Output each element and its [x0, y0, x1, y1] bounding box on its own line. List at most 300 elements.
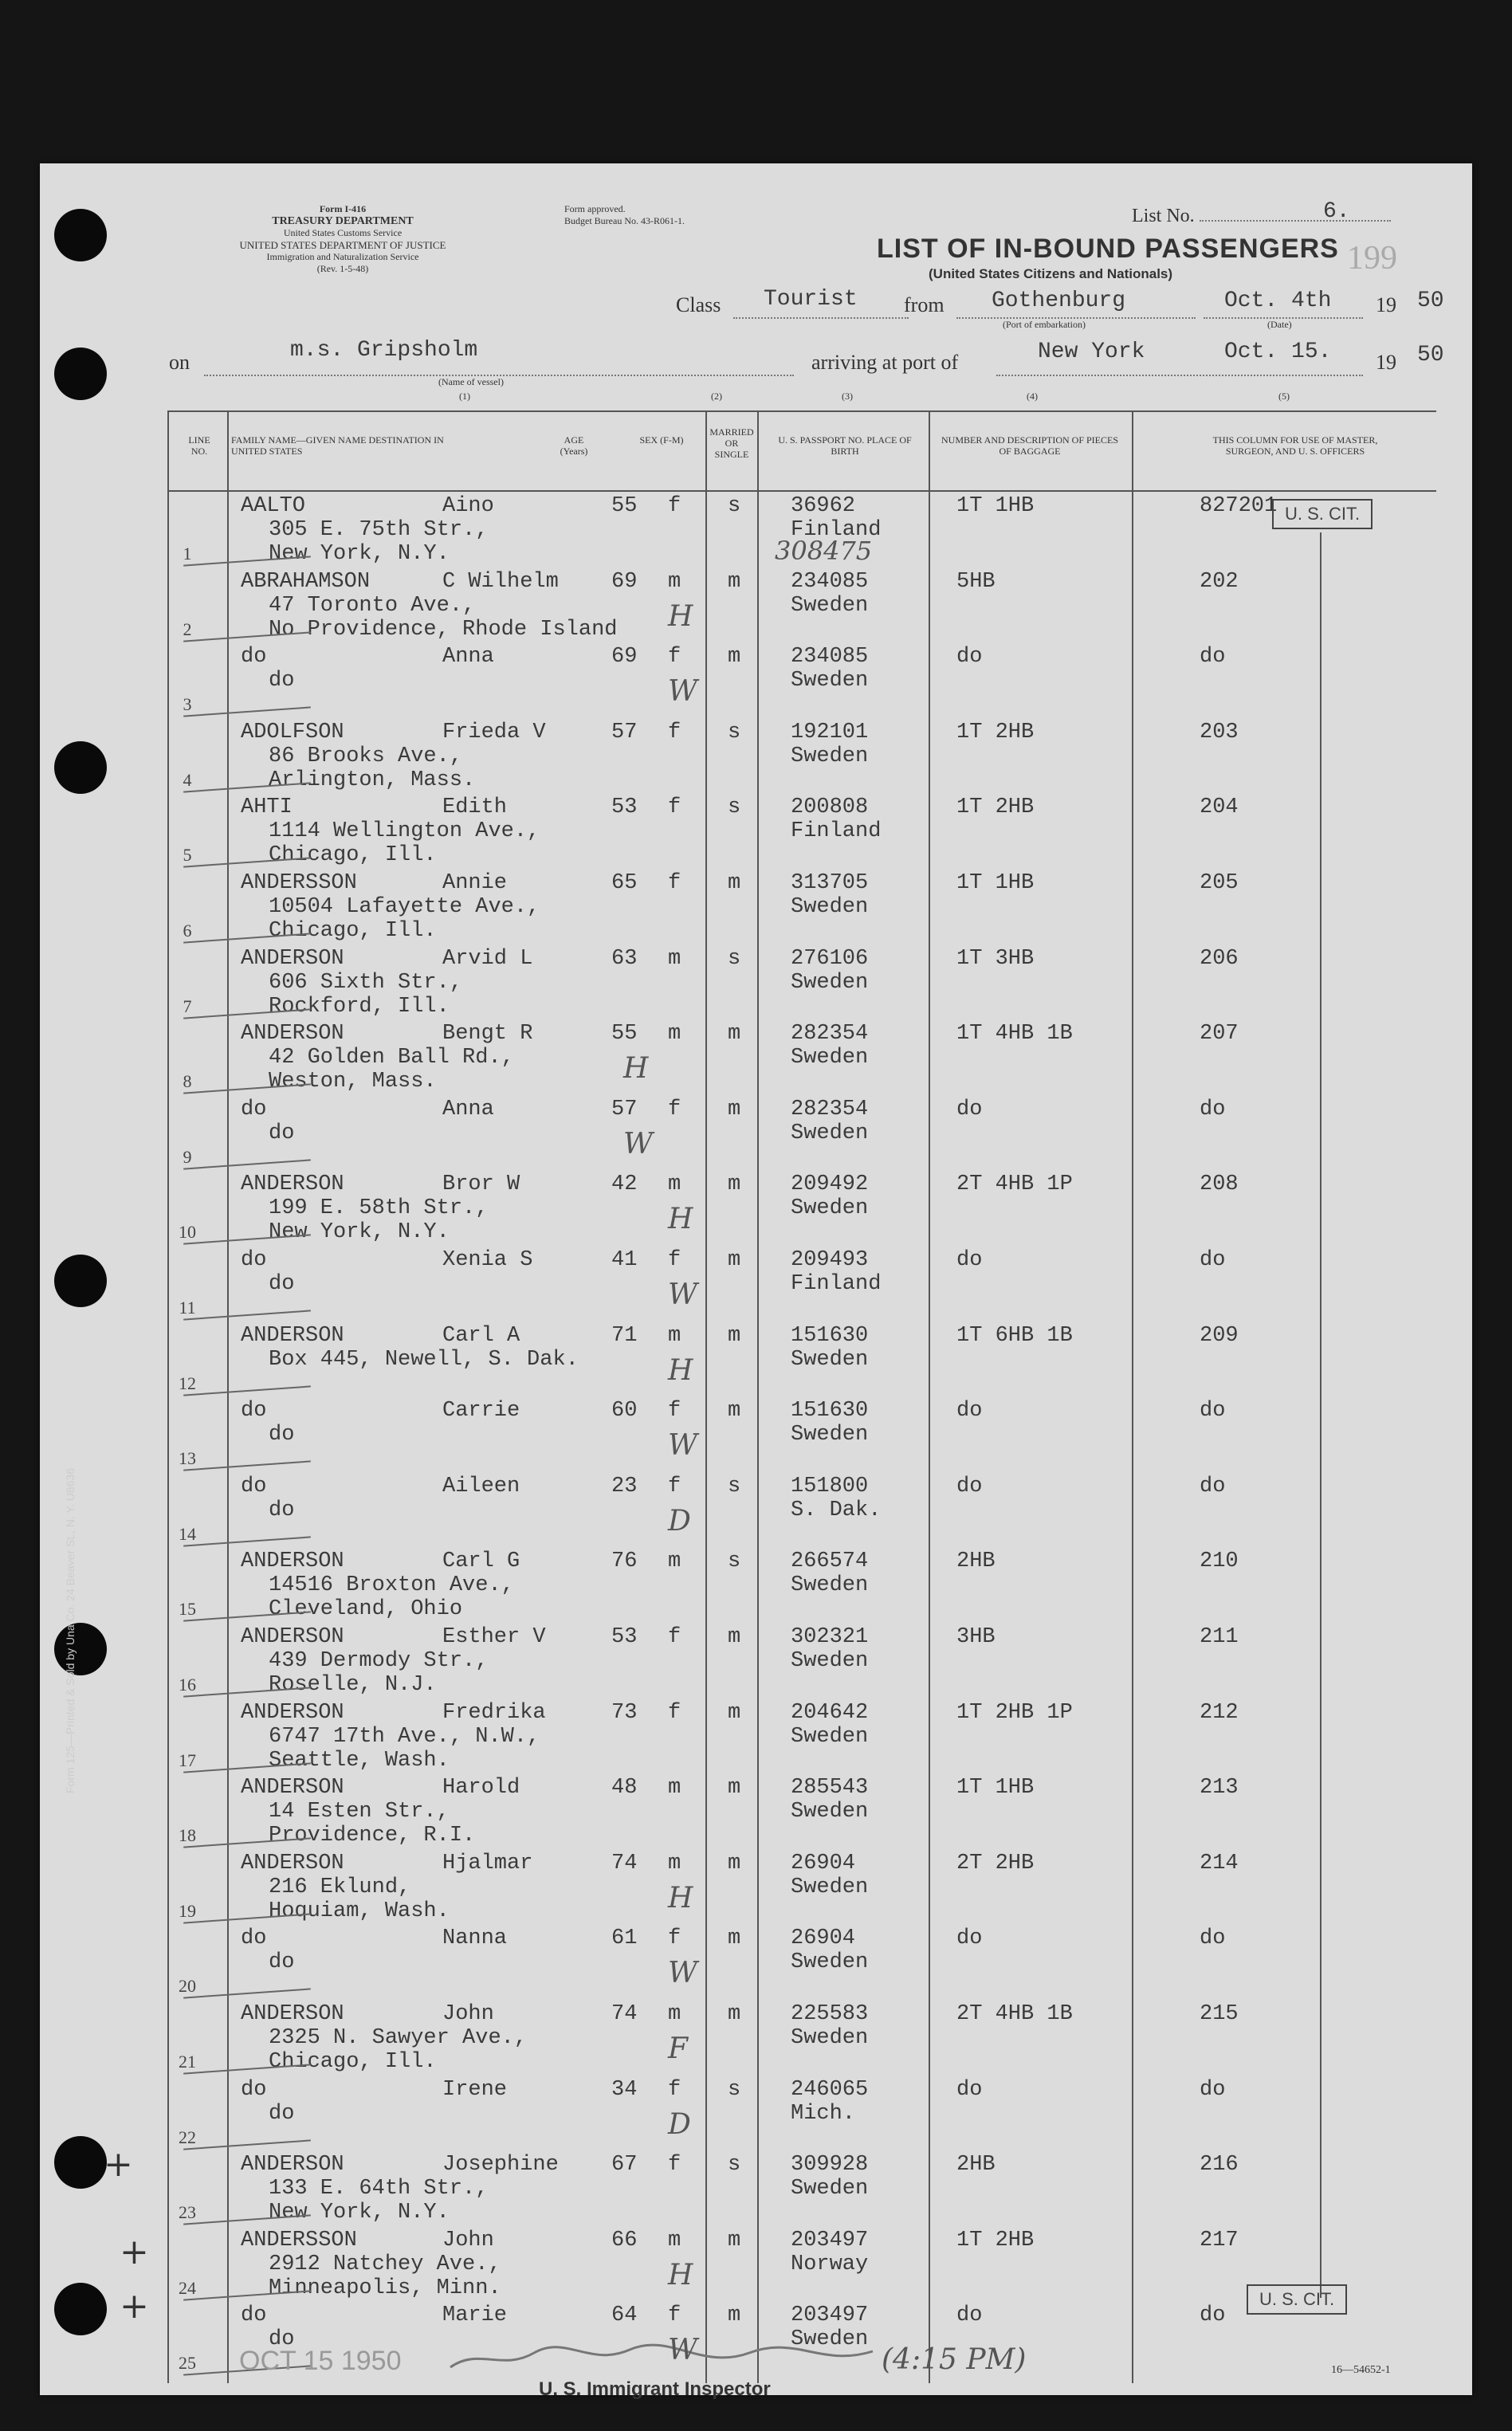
passenger-family-name: AALTO	[241, 494, 306, 518]
passenger-given-name: Frieda V	[442, 721, 546, 744]
passenger-birthplace: Sweden	[791, 1800, 869, 1824]
officer-ref-number: 211	[1200, 1625, 1239, 1649]
line-number: 2	[183, 619, 192, 639]
officer-ref-number: 827201	[1200, 494, 1278, 518]
officer-ref-number: 208	[1200, 1172, 1239, 1196]
passenger-birthplace: Sweden	[791, 1121, 869, 1145]
table-row	[167, 1925, 1435, 2001]
passenger-married: s	[728, 947, 741, 971]
family-relation-mark: H	[668, 2259, 693, 2292]
passenger-married: m	[728, 645, 741, 669]
passenger-family-name: ANDERSON	[241, 1625, 344, 1649]
form-approval: Form approved. Budget Bureau No. 43-R061-1.	[564, 203, 685, 226]
passenger-address-city: No Providence, Rhode Island	[269, 618, 618, 642]
line-number: 6	[183, 921, 192, 941]
passenger-family-name: AHTI	[241, 795, 293, 819]
passenger-passport: 276106	[791, 947, 869, 971]
passenger-sex: f	[668, 795, 681, 819]
passenger-passport: 246065	[791, 2078, 869, 2102]
officer-ref-number: 207	[1200, 1022, 1239, 1046]
us-citizen-bracket-line	[1320, 532, 1322, 2298]
line-number: 20	[179, 1976, 196, 1996]
passenger-passport: 203497	[791, 2229, 869, 2252]
passenger-given-name: Edith	[442, 795, 508, 819]
passenger-family-name: do	[241, 1926, 267, 1950]
passenger-age: 63	[611, 947, 638, 971]
passenger-baggage: 3HB	[956, 1625, 996, 1649]
passenger-baggage: 1T 4HB 1B	[956, 1022, 1073, 1046]
passenger-address: do	[269, 2102, 295, 2126]
us-citizen-stamp: U. S. CIT.	[1272, 499, 1373, 529]
line-number: 10	[179, 1222, 196, 1242]
passenger-birthplace: Sweden	[791, 1649, 869, 1673]
passenger-sex: f	[668, 2153, 681, 2177]
family-relation-mark: W	[668, 1278, 698, 1311]
passenger-birthplace: Sweden	[791, 971, 869, 995]
passenger-baggage: do	[956, 2303, 983, 2327]
passenger-baggage: 1T 6HB 1B	[956, 1324, 1073, 1348]
passenger-address: 439 Dermody Str.,	[269, 1649, 489, 1673]
passenger-family-name: ANDERSON	[241, 1549, 344, 1573]
passenger-given-name: Bengt R	[442, 1022, 533, 1046]
line-number: 12	[179, 1373, 196, 1393]
page-title: LIST OF IN-BOUND PASSENGERS	[877, 234, 1339, 264]
passenger-birthplace: Mich.	[791, 2102, 856, 2126]
passenger-baggage: 2T 4HB 1B	[956, 2002, 1073, 2026]
officer-ref-number: 217	[1200, 2229, 1239, 2252]
passenger-address-city: New York, N.Y.	[269, 1220, 450, 1244]
passenger-sex: m	[668, 570, 681, 594]
passenger-age: 41	[611, 1248, 638, 1272]
passenger-passport: 282354	[791, 1022, 869, 1046]
passenger-family-name: ANDERSSON	[241, 871, 357, 895]
vessel-name: m.s. Gripsholm	[290, 338, 478, 363]
passenger-married: m	[728, 2002, 741, 2026]
passenger-age: 74	[611, 2002, 638, 2026]
arrival-port: New York	[1038, 340, 1145, 364]
passenger-family-name: do	[241, 2078, 267, 2102]
passenger-address-city: Weston, Mass.	[269, 1070, 437, 1094]
check-mark: +	[104, 2144, 133, 2185]
on-label: on	[169, 351, 190, 374]
line-number: 24	[179, 2278, 196, 2298]
printer-side-text: Form 125—Printed & Sold by Una Co. 24 Beaver St., N. Y. U8636	[64, 1467, 77, 1793]
passenger-address: do	[269, 1272, 295, 1296]
passenger-address: 216 Eklund,	[269, 1875, 411, 1899]
line-number: 9	[183, 1147, 192, 1167]
passenger-passport: 234085	[791, 570, 869, 594]
passenger-given-name: Fredrika	[442, 1701, 546, 1725]
passenger-family-name: do	[241, 645, 267, 669]
passenger-address: do	[269, 1498, 295, 1522]
class-label: Class	[676, 293, 721, 316]
date-note: (Date)	[1267, 319, 1292, 330]
date2-year: 50	[1417, 343, 1444, 367]
officer-ref-number: do	[1200, 1475, 1226, 1498]
passenger-address: 14 Esten Str.,	[269, 1800, 450, 1824]
passenger-family-name: ANDERSON	[241, 2153, 344, 2177]
passenger-given-name: John	[442, 2002, 494, 2026]
passenger-given-name: Annie	[442, 871, 508, 895]
passenger-baggage: do	[956, 1248, 983, 1272]
line-number: 16	[179, 1675, 196, 1695]
passenger-given-name: Aileen	[442, 1475, 520, 1498]
passenger-age: 57	[611, 721, 638, 744]
passenger-baggage: 5HB	[956, 570, 996, 594]
passenger-given-name: Hjalmar	[442, 1852, 533, 1875]
passenger-age: 69	[611, 645, 638, 669]
arrival-line	[996, 375, 1363, 376]
passenger-passport: 209492	[791, 1172, 869, 1196]
passenger-passport: 192101	[791, 721, 869, 744]
col-head-married: MARRIED OR SINGLE	[709, 426, 754, 460]
passenger-birthplace: Sweden	[791, 1046, 869, 1070]
officer-ref-number: do	[1200, 1399, 1226, 1423]
passenger-age: 67	[611, 2153, 638, 2177]
signature-time: (4:15 PM)	[882, 2343, 1027, 2376]
passenger-age: 23	[611, 1475, 638, 1498]
passenger-family-name: ANDERSON	[241, 1172, 344, 1196]
passenger-address-city: Roselle, N.J.	[269, 1673, 437, 1697]
passenger-passport: 151630	[791, 1399, 869, 1423]
passenger-given-name: Anna	[442, 1098, 494, 1121]
passenger-address: 2325 N. Sawyer Ave.,	[269, 2026, 528, 2050]
passenger-baggage: 1T 2HB	[956, 721, 1035, 744]
passenger-address: do	[269, 2327, 295, 2351]
passenger-married: m	[728, 1098, 741, 1121]
officer-ref-number: do	[1200, 1926, 1226, 1950]
passenger-given-name: Irene	[442, 2078, 508, 2102]
line-number: 21	[179, 2052, 196, 2072]
embark-date: Oct. 4th	[1224, 289, 1332, 313]
table-row	[167, 1624, 1435, 1699]
passenger-passport: 234085	[791, 645, 869, 669]
table-row	[167, 1548, 1435, 1624]
passenger-baggage: do	[956, 1926, 983, 1950]
col-number: (5)	[1278, 391, 1290, 402]
binder-hole	[54, 2283, 107, 2335]
passenger-sex: f	[668, 2303, 681, 2327]
passenger-passport: 309928	[791, 2153, 869, 2177]
passenger-address: 86 Brooks Ave.,	[269, 744, 463, 768]
passenger-passport: 285543	[791, 1776, 869, 1800]
col-head-name: FAMILY NAME—GIVEN NAME DESTINATION IN UNITED STATES	[231, 434, 444, 457]
officer-ref-number: 212	[1200, 1701, 1239, 1725]
family-relation-mark: D	[668, 1505, 691, 1538]
inspector-title: U. S. Immigrant Inspector	[539, 2378, 771, 2400]
class-value: Tourist	[764, 287, 858, 312]
passenger-address: 133 E. 64th Str.,	[269, 2177, 489, 2201]
passenger-married: m	[728, 570, 741, 594]
passenger-married: m	[728, 1324, 741, 1348]
binder-hole	[54, 741, 107, 794]
vessel-note: (Name of vessel)	[438, 376, 504, 387]
passenger-address: 10504 Lafayette Ave.,	[269, 895, 540, 919]
passenger-baggage: 1T 1HB	[956, 871, 1035, 895]
passenger-married: s	[728, 494, 741, 518]
passenger-married: s	[728, 1549, 741, 1573]
arrival-date: Oct. 15.	[1224, 340, 1332, 364]
col-head-age: AGE (Years)	[560, 434, 588, 457]
passenger-married: m	[728, 1701, 741, 1725]
passenger-married: m	[728, 2229, 741, 2252]
passenger-address: 14516 Broxton Ave.,	[269, 1573, 514, 1597]
date-stamp: OCT 15 1950	[239, 2346, 402, 2376]
officer-ref-number: 204	[1200, 795, 1239, 819]
form-agency-block: Form I-416 TREASURY DEPARTMENT United States Customs Service UNITED STATES DEPARTMENT OF JUSTICE Immigration and Naturalization Service (Rev. 1-5-48)	[239, 203, 446, 274]
passenger-address-city: Chicago, Ill.	[269, 2050, 437, 2074]
passenger-married: m	[728, 1852, 741, 1875]
passenger-married: s	[728, 1475, 741, 1498]
family-relation-mark: W	[668, 2334, 698, 2366]
passenger-address: do	[269, 1950, 295, 1974]
passenger-family-name: ANDERSON	[241, 1701, 344, 1725]
passenger-family-name: ANDERSON	[241, 1776, 344, 1800]
passenger-baggage: do	[956, 1399, 983, 1423]
date2-year-prefix: 19	[1376, 351, 1396, 374]
line-number: 1	[183, 544, 192, 564]
col-head-passport: U. S. PASSPORT NO. PLACE OF BIRTH	[778, 434, 912, 457]
passenger-family-name: ANDERSON	[241, 1022, 344, 1046]
passenger-given-name: Nanna	[442, 1926, 508, 1950]
table-row	[167, 1850, 1435, 1926]
officer-ref-number: 216	[1200, 2153, 1239, 2177]
passenger-passport: 151800	[791, 1475, 869, 1498]
family-relation-mark: H	[668, 1354, 693, 1387]
family-relation-mark: W	[668, 1429, 698, 1462]
col-number: (2)	[711, 391, 722, 402]
line-number: 17	[179, 1750, 196, 1770]
family-relation-mark: W	[668, 675, 698, 708]
officer-ref-number: 213	[1200, 1776, 1239, 1800]
passenger-married: m	[728, 1926, 741, 1950]
passenger-given-name: Carl G	[442, 1549, 520, 1573]
line-number: 15	[179, 1599, 196, 1619]
passenger-address: 305 E. 75th Str.,	[269, 518, 489, 542]
passenger-sex: m	[668, 2229, 681, 2252]
family-relation-mark: W	[623, 1128, 654, 1161]
line-number: 8	[183, 1071, 192, 1091]
passenger-married: m	[728, 2303, 741, 2327]
passenger-address: 606 Sixth Str.,	[269, 971, 463, 995]
passenger-family-name: do	[241, 1399, 267, 1423]
family-relation-mark: H	[668, 1203, 693, 1235]
passenger-sex: m	[668, 1172, 681, 1196]
line-number: 25	[179, 2353, 196, 2373]
passenger-married: m	[728, 1399, 741, 1423]
passenger-family-name: ADOLFSON	[241, 721, 344, 744]
table-row	[167, 945, 1435, 1021]
passenger-address: do	[269, 669, 295, 693]
embark-port: Gothenburg	[992, 289, 1126, 313]
passenger-birthplace: Sweden	[791, 1348, 869, 1372]
passenger-family-name: ANDERSON	[241, 2002, 344, 2026]
passenger-given-name: Harold	[442, 1776, 520, 1800]
passenger-age: 65	[611, 871, 638, 895]
officer-ref-number: 214	[1200, 1852, 1239, 1875]
passenger-birthplace: Sweden	[791, 1573, 869, 1597]
col-head-sex: SEX (F-M)	[639, 434, 684, 446]
passenger-given-name: Bror W	[442, 1172, 520, 1196]
passenger-given-name: Marie	[442, 2303, 508, 2327]
passenger-family-name: ANDERSON	[241, 947, 344, 971]
officer-ref-number: do	[1200, 645, 1226, 669]
table-row	[167, 719, 1435, 795]
form-code: 16—54652-1	[1331, 2364, 1391, 2376]
passenger-baggage: do	[956, 645, 983, 669]
binder-hole	[54, 209, 107, 261]
officer-ref-number: do	[1200, 2303, 1226, 2327]
passenger-address-city: Hoquiam, Wash.	[269, 1899, 450, 1923]
binder-hole	[54, 2136, 107, 2189]
passenger-address-city: Cleveland, Ohio	[269, 1597, 463, 1621]
officer-ref-number: do	[1200, 2078, 1226, 2102]
passenger-age: 69	[611, 570, 638, 594]
line-number: 23	[179, 2202, 196, 2222]
passenger-address-city: Chicago, Ill.	[269, 919, 437, 943]
check-mark: +	[120, 2286, 149, 2327]
passenger-passport: 209493	[791, 1248, 869, 1272]
officer-ref-number: do	[1200, 1098, 1226, 1121]
handwritten-passport-number: 308475	[775, 536, 873, 566]
col-number: (1)	[459, 391, 470, 402]
family-relation-mark: H	[668, 1882, 693, 1915]
passenger-address: 47 Toronto Ave.,	[269, 594, 476, 618]
passenger-age: 57	[611, 1098, 638, 1121]
passenger-sex: m	[668, 1852, 681, 1875]
family-relation-mark: F	[668, 2032, 688, 2065]
passenger-given-name: Arvid L	[442, 947, 533, 971]
passenger-given-name: Anna	[442, 645, 494, 669]
table-row	[167, 1171, 1435, 1247]
line-number: 11	[179, 1298, 196, 1318]
line-number: 18	[179, 1825, 196, 1845]
passenger-baggage: 1T 2HB	[956, 795, 1035, 819]
passenger-age: 66	[611, 2229, 638, 2252]
passenger-sex: f	[668, 1399, 681, 1423]
line-number: 19	[179, 1901, 196, 1921]
passenger-sex: m	[668, 1549, 681, 1573]
passenger-sex: f	[668, 494, 681, 518]
passenger-birthplace: Sweden	[791, 1423, 869, 1447]
passenger-baggage: 2HB	[956, 1549, 996, 1573]
officer-ref-number: 203	[1200, 721, 1239, 744]
passenger-passport: 36962	[791, 494, 856, 518]
col-number: (3)	[842, 391, 853, 402]
passenger-baggage: 1T 1HB	[956, 1776, 1035, 1800]
passenger-passport: 204642	[791, 1701, 869, 1725]
passenger-age: 60	[611, 1399, 638, 1423]
line-number: 22	[179, 2127, 196, 2147]
officer-ref-number: 206	[1200, 947, 1239, 971]
passenger-age: 55	[611, 1022, 638, 1046]
passenger-age: 34	[611, 2078, 638, 2102]
passenger-address-city: Minneapolis, Minn.	[269, 2276, 501, 2300]
passenger-baggage: do	[956, 2078, 983, 2102]
passenger-given-name: Carl A	[442, 1324, 520, 1348]
passenger-age: 48	[611, 1776, 638, 1800]
passenger-address: do	[269, 1423, 295, 1447]
check-mark: +	[120, 2232, 149, 2272]
family-relation-mark: H	[623, 1052, 649, 1085]
line-number: 5	[183, 845, 192, 865]
passenger-birthplace: Sweden	[791, 1725, 869, 1749]
passenger-age: 42	[611, 1172, 638, 1196]
passenger-passport: 225583	[791, 2002, 869, 2026]
table-row	[167, 1020, 1435, 1096]
passenger-age: 55	[611, 494, 638, 518]
col-head-baggage: NUMBER AND DESCRIPTION OF PIECES OF BAGGAGE	[941, 434, 1119, 457]
page-number-stamp: 199	[1347, 240, 1397, 277]
passenger-address-city: Chicago, Ill.	[269, 843, 437, 867]
passenger-family-name: ANDERSON	[241, 1852, 344, 1875]
table-row	[167, 870, 1435, 945]
passenger-family-name: ANDERSSON	[241, 2229, 357, 2252]
passenger-given-name: Carrie	[442, 1399, 520, 1423]
table-row	[167, 1473, 1435, 1549]
passenger-birthplace: Sweden	[791, 895, 869, 919]
passenger-sex: f	[668, 2078, 681, 2102]
passenger-married: s	[728, 2153, 741, 2177]
passenger-age: 74	[611, 1852, 638, 1875]
table-row	[167, 794, 1435, 870]
passenger-married: m	[728, 1625, 741, 1649]
passenger-married: m	[728, 871, 741, 895]
passenger-age: 73	[611, 1701, 638, 1725]
passenger-sex: f	[668, 1098, 681, 1121]
line-number: 3	[183, 694, 192, 714]
table-row	[167, 2227, 1435, 2303]
table-row	[167, 1774, 1435, 1850]
passenger-family-name: do	[241, 1098, 267, 1121]
passenger-passport: 266574	[791, 1549, 869, 1573]
passenger-address: Box 445, Newell, S. Dak.	[269, 1348, 579, 1372]
line-number: 13	[179, 1448, 196, 1468]
passenger-baggage: 1T 3HB	[956, 947, 1035, 971]
passenger-family-name: do	[241, 2303, 267, 2327]
passenger-given-name: Aino	[442, 494, 494, 518]
officer-ref-number: 215	[1200, 2002, 1239, 2026]
passenger-passport: 151630	[791, 1324, 869, 1348]
passenger-sex: m	[668, 947, 681, 971]
passenger-sex: f	[668, 1475, 681, 1498]
line-number: 14	[179, 1524, 196, 1544]
passenger-birthplace: Sweden	[791, 1950, 869, 1974]
passenger-birthplace: Sweden	[791, 2026, 869, 2050]
passenger-family-name: do	[241, 1475, 267, 1498]
passenger-passport: 26904	[791, 1926, 856, 1950]
passenger-age: 64	[611, 2303, 638, 2327]
passenger-birthplace: Sweden	[791, 1875, 869, 1899]
table-row	[167, 1699, 1435, 1775]
passenger-baggage: do	[956, 1098, 983, 1121]
passenger-baggage: 1T 2HB 1P	[956, 1701, 1073, 1725]
officer-ref-number: 210	[1200, 1549, 1239, 1573]
passenger-birthplace: Sweden	[791, 1196, 869, 1220]
table-row	[167, 1322, 1435, 1398]
passenger-age: 61	[611, 1926, 638, 1950]
passenger-passport: 282354	[791, 1098, 869, 1121]
passenger-birthplace: Norway	[791, 2252, 869, 2276]
table-row	[167, 2076, 1435, 2152]
passenger-given-name: Xenia S	[442, 1248, 533, 1272]
signature-scribble	[446, 2343, 877, 2375]
passenger-age: 53	[611, 795, 638, 819]
passenger-sex: m	[668, 1022, 681, 1046]
passenger-birthplace: S. Dak.	[791, 1498, 882, 1522]
passenger-birthplace: Sweden	[791, 2327, 869, 2351]
passenger-baggage: 2T 4HB 1P	[956, 1172, 1073, 1196]
